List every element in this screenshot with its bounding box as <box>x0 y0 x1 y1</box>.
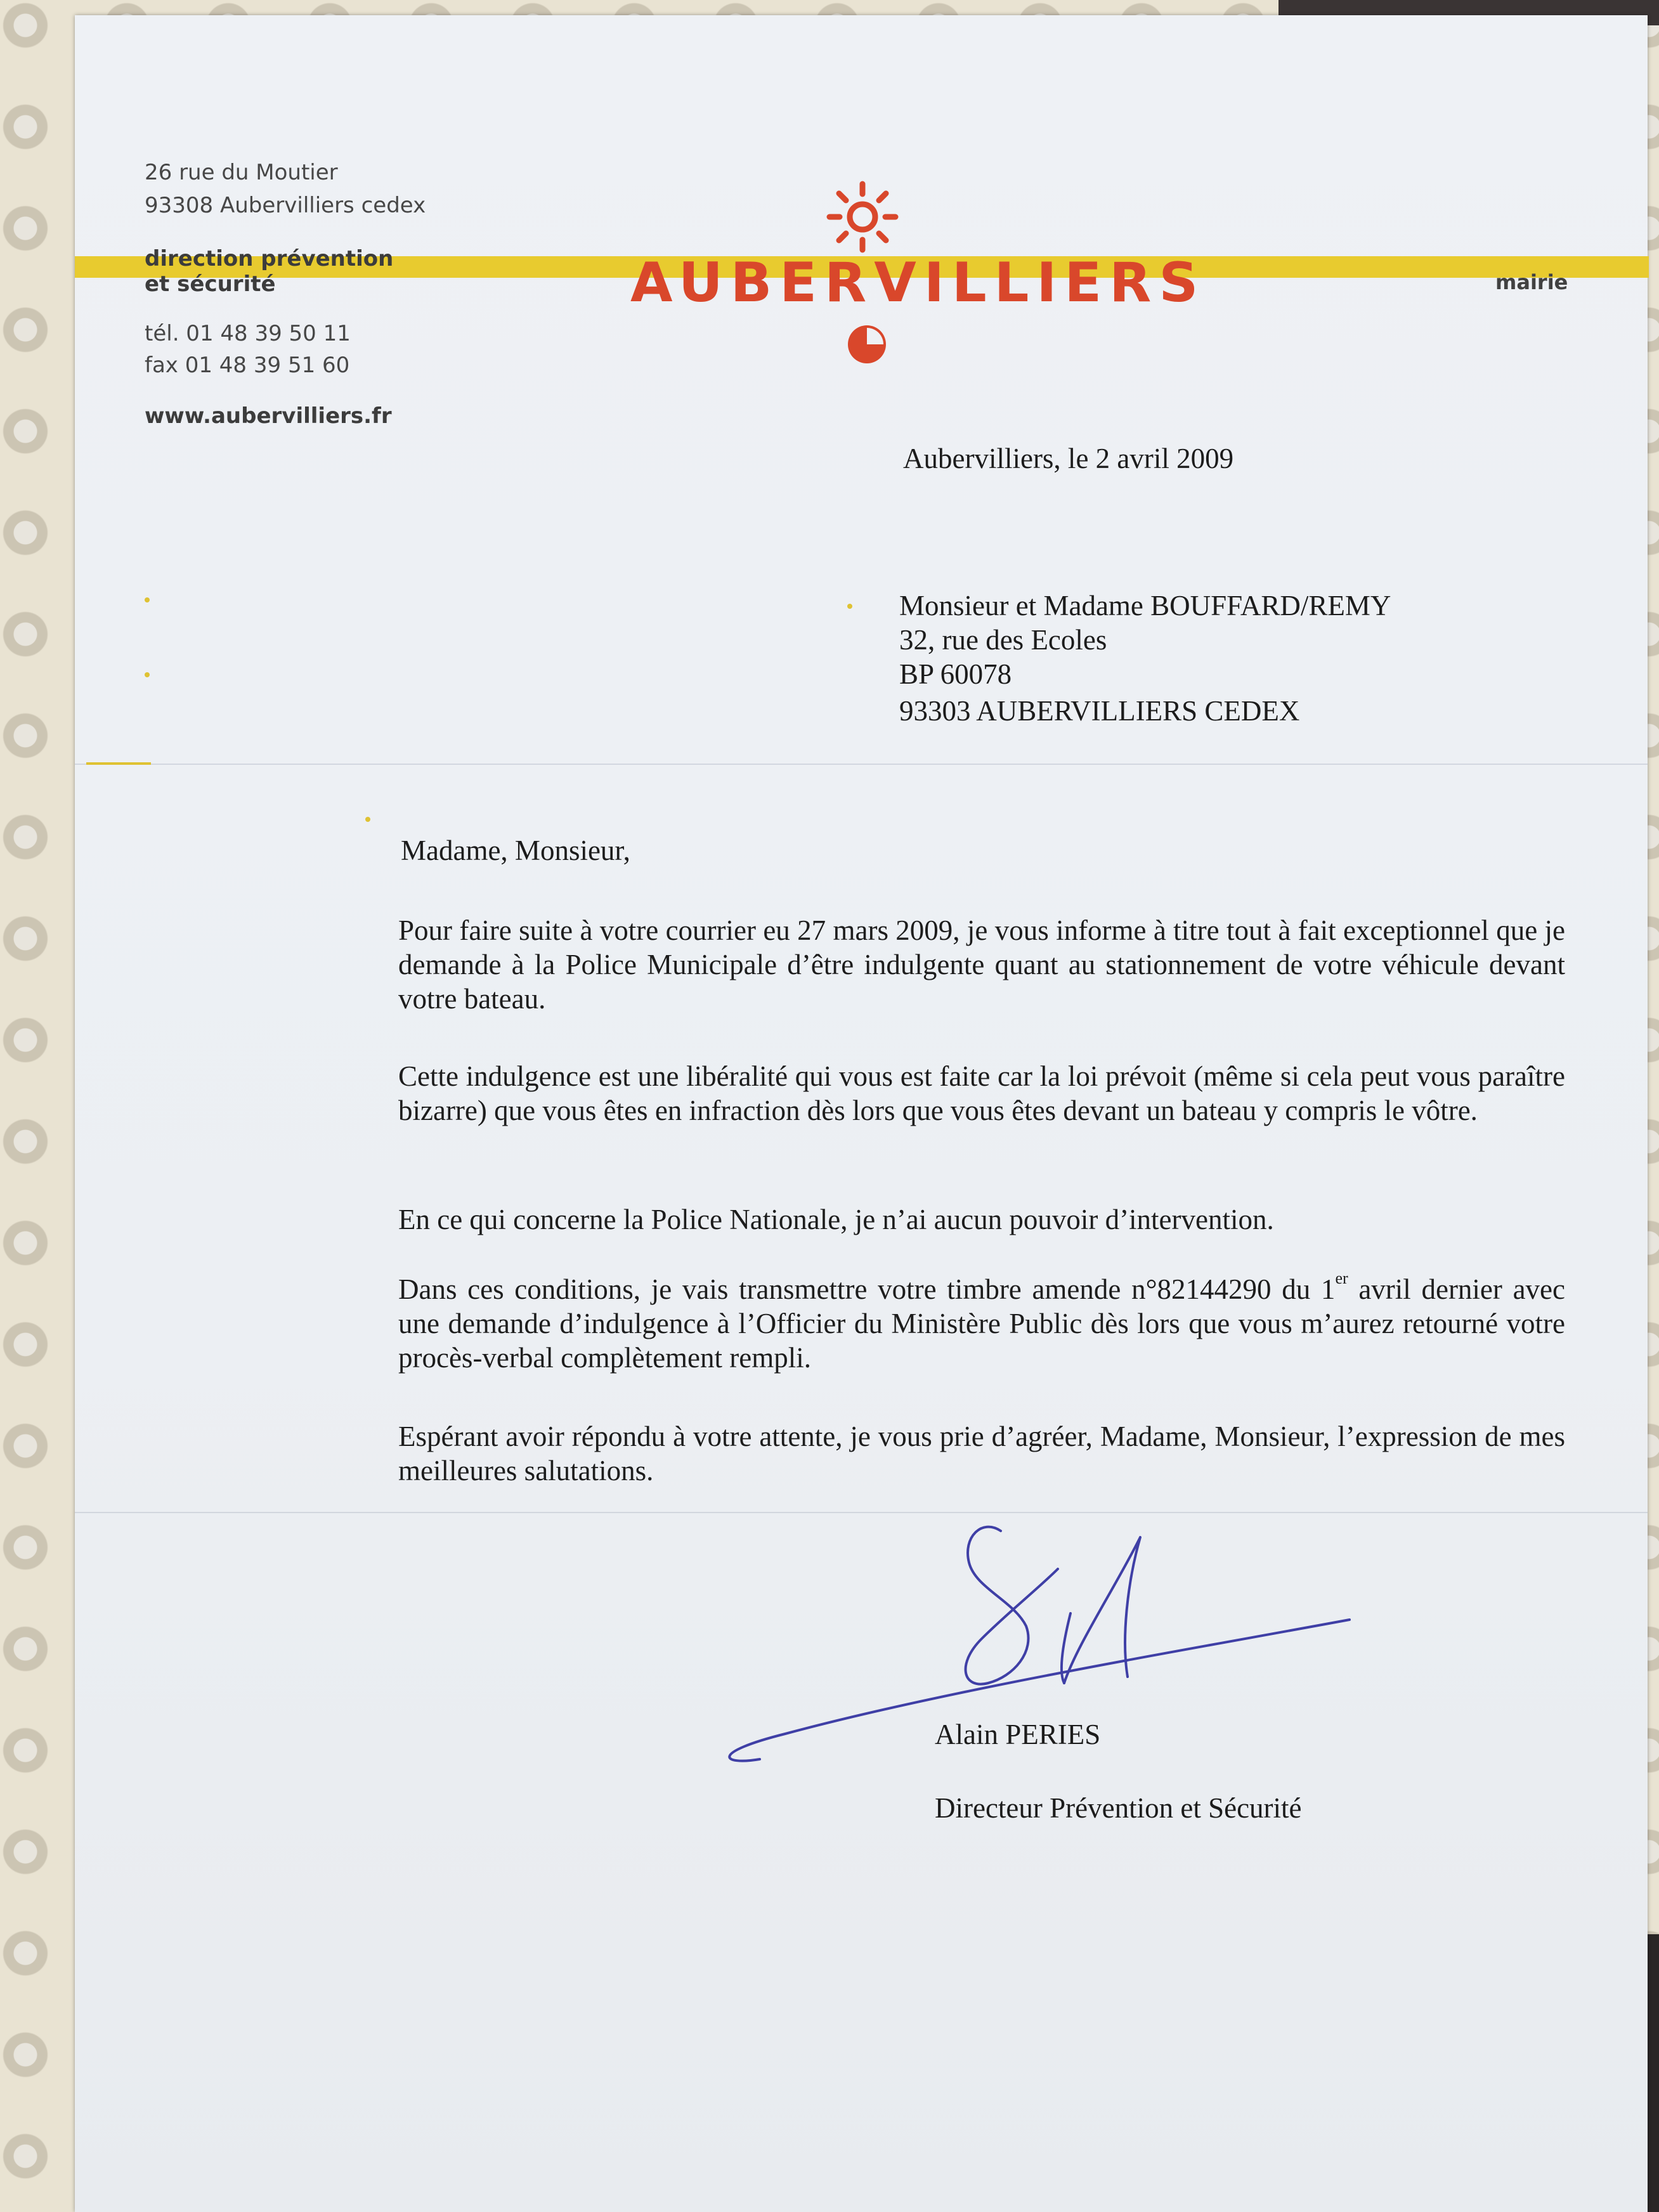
fold-mark <box>86 762 151 765</box>
paragraph-4-part-a: Dans ces conditions, je vais transmettre votre timbre amende n°82144290 du 1 <box>398 1273 1336 1305</box>
phone-number: tél. 01 48 39 50 11 <box>145 321 351 346</box>
ordinal-superscript: er <box>1335 1269 1348 1287</box>
letter-date: Aubervilliers, le 2 avril 2009 <box>903 443 1234 474</box>
paragraph-4 <box>353 1269 1565 1375</box>
salutation: Madame, Monsieur, <box>401 835 630 866</box>
recipient-name: Monsieur et Madame BOUFFARD/REMY <box>899 590 1391 621</box>
paragraph-2: Cette indulgence est une libéralité qui vous est faite car la loi prévoit (même si cela peut vous paraître bizarre) que vous êtes en infraction dès lors que vous êtes devant un bateau y compris le vôtre. <box>398 1060 1565 1126</box>
signatory-name: Alain PERIES <box>935 1719 1101 1750</box>
sender-address-line2: 93308 Aubervilliers cedex <box>145 193 426 218</box>
margin-mark <box>847 604 852 609</box>
signatory-title: Directeur Prévention et Sécurité <box>935 1792 1302 1824</box>
paragraph-3: En ce qui concerne la Police Nationale, je n’ai aucun pouvoir d’intervention. <box>398 1204 1274 1235</box>
recipient-po-box: BP 60078 <box>899 658 1012 690</box>
paragraph-1: Pour faire suite à votre courrier eu 27 mars 2009, je vous informe à titre tout à fait exceptionnel que je demande à la Police Municipale d’être indulgente quant au stationnement de votre véhicule devant votre bateau. <box>398 914 1565 1015</box>
margin-mark <box>145 597 150 602</box>
aubervilliers-logo: AUBERVILLIERS <box>630 251 1206 315</box>
mairie-label: mairie <box>1495 270 1568 294</box>
paper-fold-line <box>75 764 1648 765</box>
website-url: www.aubervilliers.fr <box>145 403 392 429</box>
recipient-street: 32, rue des Ecoles <box>899 624 1107 656</box>
paragraph-4-part-b: avril dernier avec une demande d’indulgence à l’Officier du Ministère Public dès lors que vous m’aurez retourné votre procès-verbal complètement rempli. <box>398 1273 1565 1374</box>
sender-address-line1: 26 rue du Moutier <box>145 160 338 185</box>
moon-logo-icon <box>845 322 889 367</box>
handwritten-signature <box>684 1493 1470 1810</box>
recipient-city: 93303 AUBERVILLIERS CEDEX <box>899 695 1300 727</box>
letter-page <box>75 15 1648 2212</box>
department-line1: direction prévention <box>145 246 394 271</box>
margin-mark <box>145 672 150 677</box>
fax-number: fax 01 48 39 51 60 <box>145 353 350 378</box>
sun-logo-icon <box>824 179 901 255</box>
department-line2: et sécurité <box>145 271 276 297</box>
margin-mark <box>365 817 370 822</box>
paragraph-5: Espérant avoir répondu à votre attente, je vous prie d’agréer, Madame, Monsieur, l’expression de mes meilleures salutations. <box>398 1421 1565 1487</box>
